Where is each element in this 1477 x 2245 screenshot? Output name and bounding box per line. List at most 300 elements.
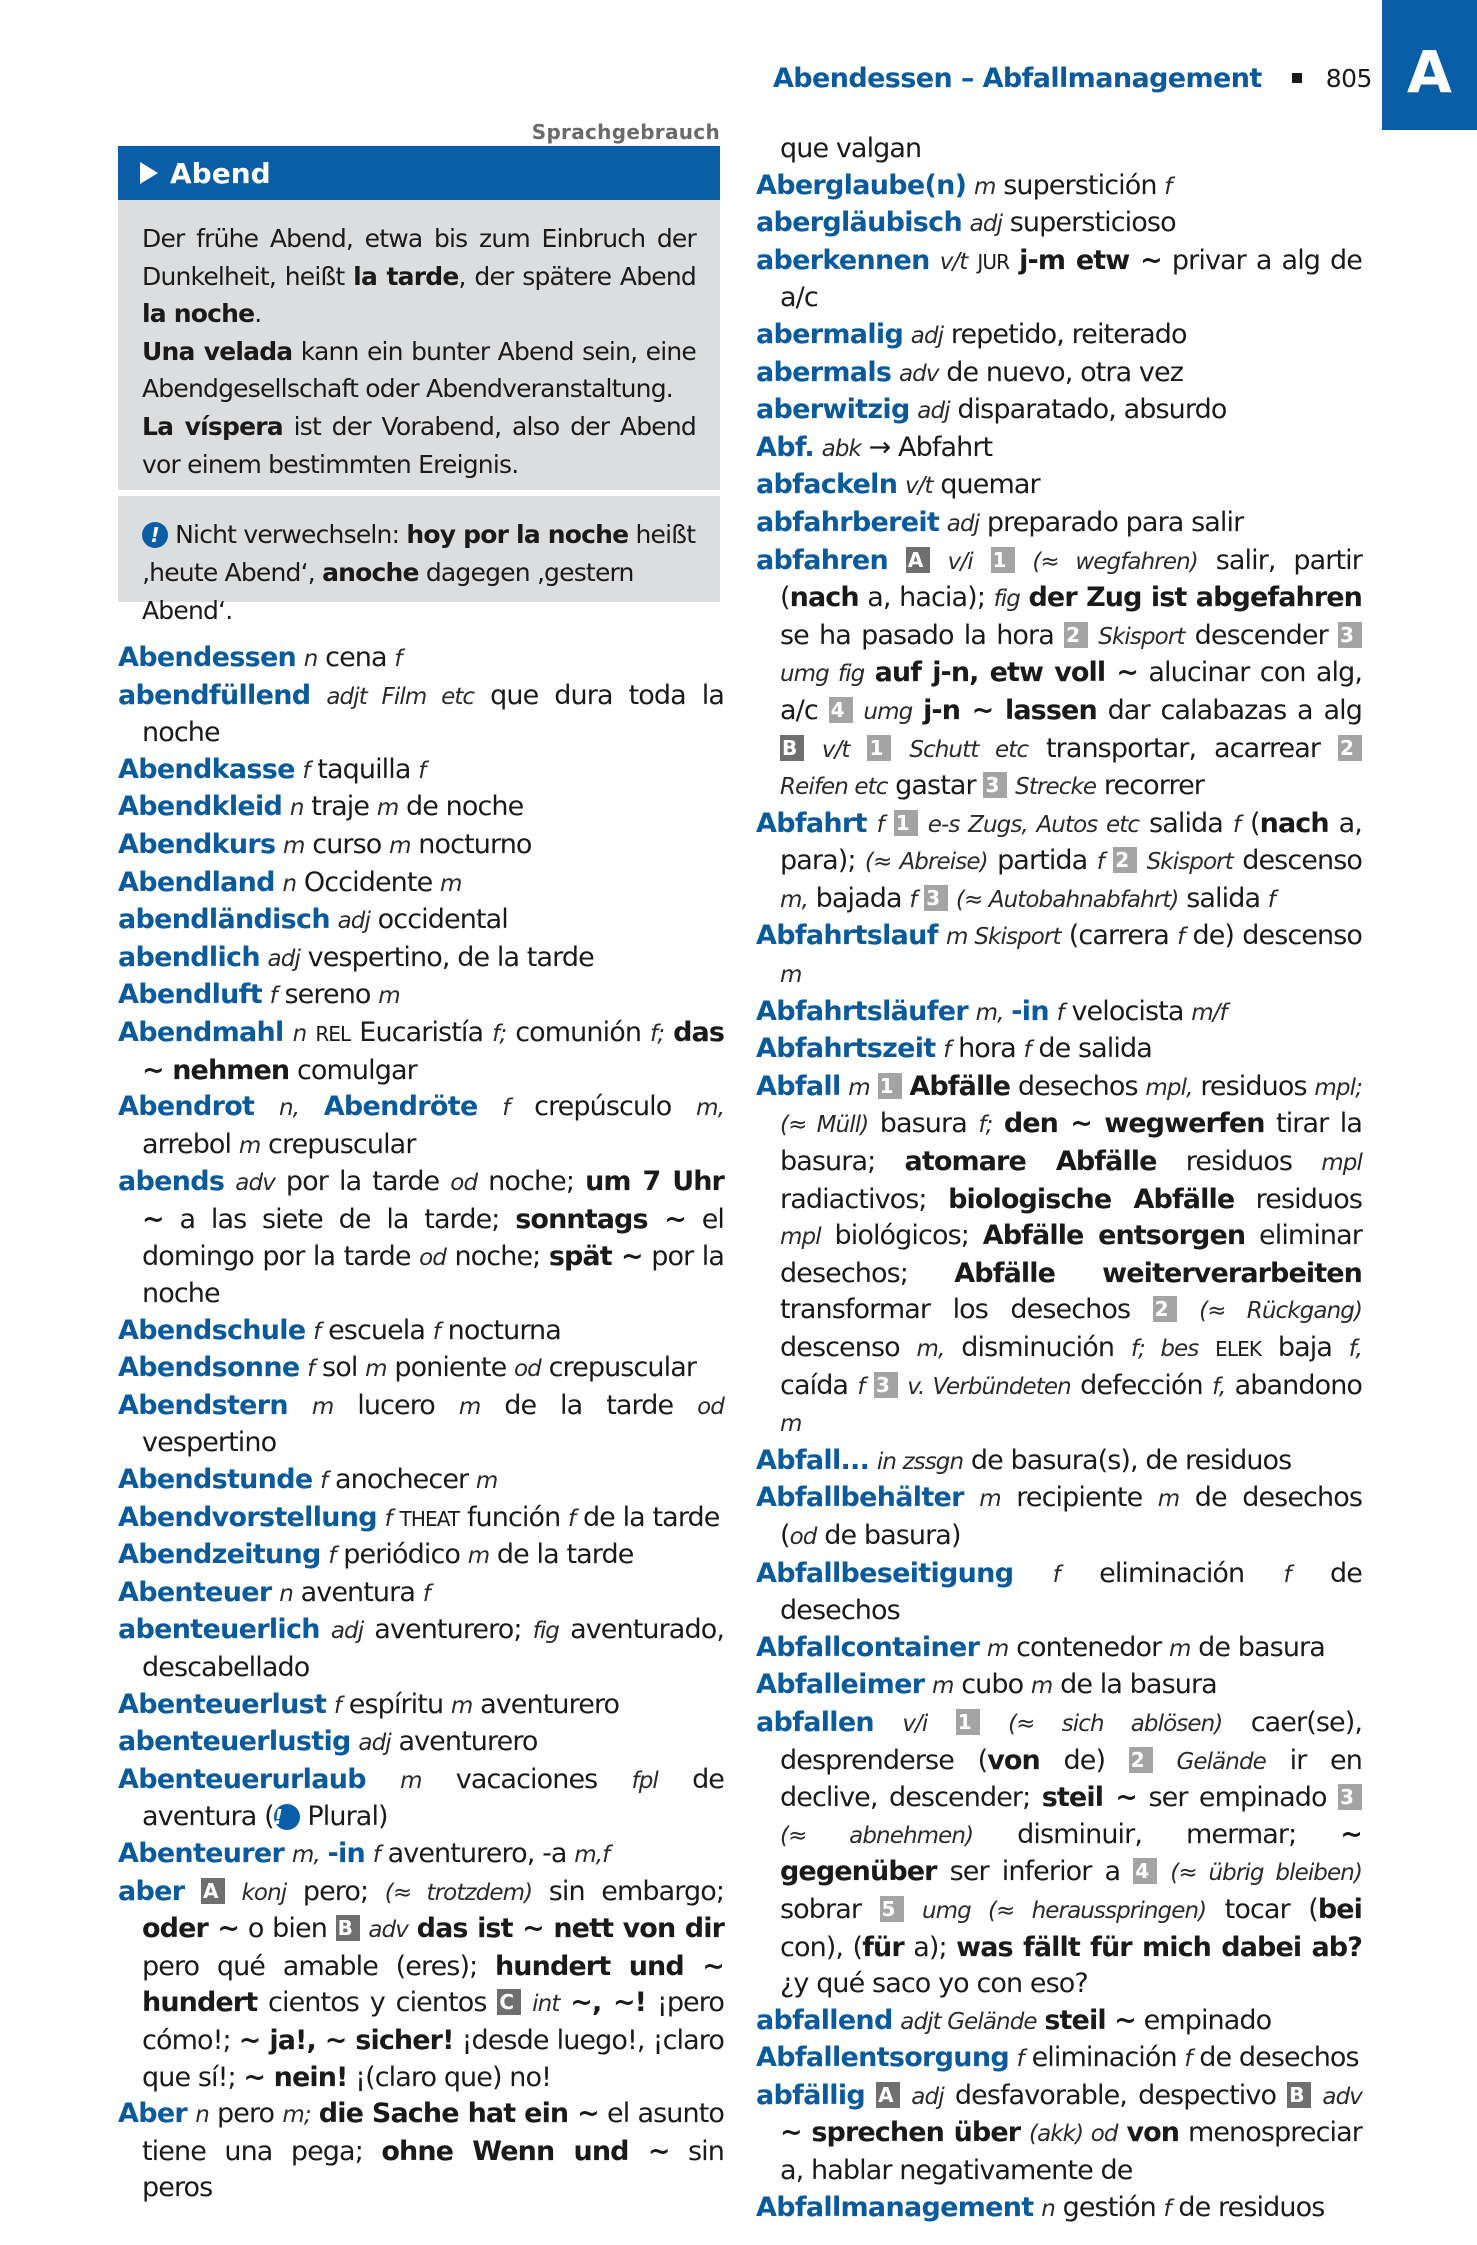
translation: de la basura (1060, 1669, 1217, 1701)
sense-number-badge: 1 (956, 1709, 980, 1735)
headword: Abendmahl (118, 1016, 284, 1048)
grammar-label: (≈ übrig bleiben) (1170, 1860, 1363, 1887)
translation: de aventura ( (142, 1763, 725, 1833)
dictionary-entry (756, 505, 1362, 543)
translation: salida (1149, 807, 1223, 839)
dictionary-entry (118, 1500, 724, 1538)
dictionary-entry (756, 168, 1362, 206)
sense-number-badge: 1 (867, 735, 891, 761)
dictionary-entry (118, 1350, 724, 1388)
translation: de basura) (824, 1519, 961, 1551)
translation: , der spätere Abend (458, 261, 696, 291)
translation: nocturna (447, 1314, 561, 1346)
translation: comunión (515, 1016, 642, 1048)
translation: aventurero (480, 1688, 620, 1720)
headword: Abenteuerlust (118, 1688, 327, 1720)
grammar-label: adv (1322, 2083, 1362, 2110)
grammar-label: f (1096, 849, 1104, 876)
grammar-label: adjt Film etc (326, 683, 475, 710)
translation: ¿y qué saco yo con eso? (780, 1968, 1088, 2000)
translation: crepuscular (268, 1128, 416, 1160)
headword: abenteuerlustig (118, 1726, 351, 1758)
headword: Abendstunde (118, 1464, 313, 1496)
headword: Abendkasse (118, 753, 295, 785)
translation: gestión (1062, 2191, 1156, 2223)
dictionary-entry (118, 1612, 724, 1686)
sense-letter-badge: A (201, 1878, 225, 1904)
translation: disparatado, absurdo (957, 394, 1227, 426)
bullet-separator-icon (1292, 73, 1302, 83)
translation: descenso (780, 1332, 900, 1363)
grammar-label: adv (368, 1917, 408, 1944)
dictionary-entry (118, 902, 724, 940)
translation: transportar, acarrear (1045, 732, 1321, 764)
grammar-label: f (876, 811, 884, 838)
translation: Nicht verwechseln: (168, 520, 407, 549)
translation: caer(se), desprenderse ( (780, 1706, 1363, 1776)
translation: de la tarde (504, 1389, 674, 1421)
sense-number-badge: 2 (1064, 622, 1088, 648)
phrase: spät ~ (548, 1240, 643, 1272)
headword: abends (118, 1166, 225, 1198)
translation: con), ( (780, 1931, 863, 1963)
translation: vespertino, de la tarde (307, 941, 594, 973)
grammar-label: f (568, 1505, 576, 1532)
phrase: La víspera (142, 411, 283, 441)
translation: aventurero, -a (387, 1838, 567, 1869)
translation: superstición (1003, 169, 1157, 201)
translation: basura (879, 1108, 967, 1140)
phrase: von (1126, 2117, 1180, 2149)
phrase: ~ gegenüber (780, 1818, 1362, 1888)
dictionary-entry (756, 467, 1362, 505)
grammar-label: m (780, 1411, 802, 1438)
translation: de salida (1038, 1033, 1152, 1065)
grammar-label: f; bes (1130, 1336, 1199, 1362)
infobox-paragraph (142, 220, 696, 333)
grammar-label: f (328, 1543, 336, 1570)
grammar-label: adj (911, 2083, 944, 2110)
grammar-label: adj (946, 510, 980, 537)
translation: salir, partir ( (780, 544, 1362, 614)
dictionary-entry (118, 940, 724, 978)
grammar-label: f, (1212, 1373, 1226, 1400)
dictionary-entry (118, 678, 724, 752)
grammar-label: abk (821, 435, 861, 462)
headword: Abfallbeseitigung (756, 1557, 1014, 1589)
grammar-label: (≈ Abreise) (864, 849, 988, 876)
dictionary-entry (118, 1388, 724, 1462)
translation: aventurero; (374, 1614, 522, 1646)
translation: abandono (1234, 1369, 1363, 1401)
translation: repetido, reiterado (950, 318, 1187, 350)
translation: sin peros (142, 2135, 724, 2204)
headword: abfackeln (756, 469, 898, 501)
sense-number-badge: 4 (829, 697, 853, 723)
translation: anochecer (335, 1464, 469, 1496)
dictionary-entry (756, 2003, 1362, 2041)
phrase: auf j-n, etw voll ~ (874, 657, 1139, 689)
sense-letter-badge: A (906, 547, 930, 573)
phrase: j-n ~ lassen (923, 694, 1097, 726)
headword: abendlich (118, 941, 260, 973)
grammar-label: od (450, 1170, 478, 1197)
translation: occidental (377, 904, 508, 936)
translation: velocista (1071, 995, 1184, 1027)
grammar-label: m (450, 1692, 473, 1719)
translation: lucero (357, 1389, 435, 1421)
grammar-label: f (422, 1580, 430, 1607)
headword: abendfüllend (118, 679, 311, 711)
grammar-label: n (195, 2102, 209, 2129)
triangle-right-icon (140, 162, 158, 184)
headword: Abendröte (323, 1091, 478, 1123)
translation: quemar (940, 469, 1040, 501)
translation: dar calabazas a alg (1107, 694, 1362, 726)
grammar-label: e-s Zugs, Autos etc (927, 811, 1140, 838)
translation: residuos (1185, 1146, 1293, 1178)
translation: dagegen ‚gestern Abend‘. (142, 558, 634, 625)
translation: ¡desde luego!, ¡claro que sí!; (142, 2024, 724, 2093)
sense-letter-badge: B (336, 1915, 360, 1941)
translation: caída (780, 1369, 849, 1401)
translation: poniente (394, 1352, 507, 1384)
translation: pero qué amable (eres); (142, 1950, 478, 1982)
grammar-label: m (1157, 1486, 1180, 1513)
grammar-label: Skisport (1098, 623, 1185, 650)
sense-number-badge: 1 (991, 547, 1015, 573)
translation: sereno (284, 979, 371, 1011)
sense-number-badge: 5 (880, 1896, 904, 1922)
translation: de) (1063, 1744, 1106, 1776)
headword: Abendkleid (118, 791, 283, 823)
headword: abendländisch (118, 904, 330, 936)
grammar-label: (≈ Müll) (780, 1112, 869, 1139)
grammar-label: m (283, 832, 305, 859)
grammar-label: f (394, 646, 402, 672)
grammar-label: n (289, 795, 304, 822)
dictionary-entry (118, 1462, 724, 1500)
translation: gastar (895, 770, 976, 802)
dictionary-entry (118, 752, 724, 790)
translation: sol (322, 1352, 358, 1384)
phrase: bei (1317, 1893, 1363, 1925)
translation: transformar los desechos (780, 1294, 1131, 1326)
translation: sobrar (780, 1893, 862, 1925)
grammar-label: m (932, 1673, 954, 1700)
translation: que dura toda la noche (142, 679, 724, 749)
dictionary-entry (756, 2040, 1362, 2078)
headword: Abenteurer (118, 1838, 285, 1869)
translation: aventurero (398, 1726, 538, 1758)
translation: Eucaristía (359, 1016, 484, 1048)
headword: Aber (118, 2098, 188, 2130)
sense-number-badge: 2 (1129, 1747, 1153, 1773)
grammar-label: f (1016, 2046, 1024, 2073)
grammar-label: m (458, 1393, 481, 1420)
letter-tab-label: A (1407, 38, 1452, 106)
translation: de desechos ( (780, 1482, 1362, 1551)
dictionary-entry (118, 1575, 724, 1613)
grammar-label: (≈ abnehmen) (780, 1822, 974, 1849)
grammar-label: m,f (574, 1842, 610, 1868)
infobox-paragraph (142, 333, 696, 408)
translation: contenedor (1016, 1631, 1162, 1663)
phrase: nach (789, 582, 859, 614)
headword: Abf. (756, 431, 814, 463)
translation: disminución (961, 1332, 1115, 1363)
translation: nocturno (418, 828, 532, 860)
dictionary-entry (756, 1443, 1362, 1481)
grammar-label: f (372, 1842, 380, 1868)
grammar-label: Schutt etc (909, 736, 1029, 763)
grammar-label: adj (330, 1618, 364, 1645)
headword: Abfallmanagement (756, 2191, 1034, 2223)
headword: Abenteuerurlaub (118, 1763, 366, 1795)
grammar-label: m (365, 1356, 387, 1383)
grammar-label: f; (492, 1020, 507, 1047)
translation: baja (1277, 1332, 1332, 1363)
grammar-label: m, (916, 1336, 945, 1362)
phrase: Abfälle (909, 1070, 1011, 1102)
translation: por la noche (142, 1240, 725, 1310)
translation: espíritu (348, 1688, 444, 1720)
infobox-warning-note (118, 496, 720, 625)
phrase: ~ ja!, ~ sicher! (238, 2024, 454, 2056)
headword: abermalig (756, 318, 904, 350)
grammar-label: f (302, 757, 310, 784)
headword: abermals (756, 356, 892, 388)
grammar-label: f; (650, 1020, 665, 1047)
phrase: Una velada (142, 336, 293, 366)
grammar-label: od (419, 1244, 446, 1271)
grammar-label: mpl (780, 1224, 821, 1251)
translation: eliminar desechos; (780, 1220, 1362, 1289)
grammar-label: (≈ sich ablösen) (1008, 1710, 1223, 1737)
translation: pero; (302, 1875, 369, 1907)
sense-number-badge: 2 (1153, 1296, 1177, 1322)
sense-number-badge: 4 (1133, 1858, 1157, 1884)
translation: partida (997, 845, 1088, 877)
domain-label: ELEK (1215, 1337, 1262, 1361)
grammar-label: fig (532, 1618, 560, 1645)
headword: Abfahrtslauf (756, 920, 938, 952)
translation: Plural) (299, 1801, 388, 1833)
grammar-label: mpl (1321, 1150, 1362, 1177)
grammar-label: m (475, 1468, 498, 1495)
domain-label: JUR (977, 249, 1010, 274)
grammar-label: umg (≈ herausspringen) (921, 1897, 1207, 1924)
phrase: für (862, 1931, 904, 1963)
grammar-label: n, (278, 1095, 300, 1122)
headword: Abfall... (756, 1444, 870, 1476)
headword: abfahren (756, 544, 888, 576)
sense-number-badge: 1 (878, 1073, 902, 1099)
translation: a, para); (780, 807, 1362, 877)
translation: cena (325, 642, 387, 673)
grammar-label: f (857, 1373, 865, 1400)
dictionary-entry (118, 640, 724, 678)
dictionary-entry (756, 392, 1362, 430)
translation: residuos (1200, 1070, 1307, 1102)
translation: de residuos (1178, 2191, 1325, 2223)
translation: pero (217, 2098, 275, 2130)
translation: eliminación (1099, 1557, 1245, 1589)
translation: defección (1080, 1369, 1203, 1401)
phrase: sonntags ~ (515, 1203, 686, 1235)
grammar-label: Gelände (1176, 1748, 1266, 1775)
grammar-label: f; (978, 1112, 993, 1139)
grammar-label: f (1283, 1561, 1291, 1588)
translation: recorrer (1103, 770, 1205, 802)
grammar-label: adj (917, 398, 950, 425)
phrase: ~ sprechen über (780, 2117, 1021, 2149)
translation: crepuscular (548, 1352, 697, 1384)
grammar-label: Skisport (1146, 849, 1233, 876)
headword: Abfallcontainer (756, 1631, 980, 1663)
headword: abfallen (756, 1706, 874, 1738)
translation: cientos y cientos (268, 1987, 487, 2019)
headword: Abfahrtsläufer (756, 995, 968, 1027)
translation: tocar ( (1224, 1893, 1318, 1925)
sense-number-badge: 2 (1113, 847, 1137, 873)
grammar-label: f (1052, 1561, 1060, 1588)
phrase: den ~ wegwerfen (1003, 1108, 1265, 1140)
grammar-label: m (1168, 1635, 1191, 1662)
grammar-label: f (269, 983, 277, 1010)
phrase: j-m etw ~ (1019, 244, 1162, 276)
phrase: oder ~ (142, 1913, 240, 1945)
dictionary-entry (118, 1089, 724, 1164)
dictionary-entry (118, 865, 724, 903)
translation: noche; (454, 1240, 541, 1272)
entry-continuation: que valgan (780, 133, 922, 164)
translation: de noche (406, 791, 524, 823)
grammar-label: m, (975, 999, 1004, 1026)
phrase: das ist ~ nett von dir (416, 1913, 724, 1945)
translation: ser inferior a (949, 1856, 1121, 1888)
sense-letter-badge: B (1287, 2082, 1311, 2108)
grammar-label: m (467, 1543, 490, 1570)
translation: descender (1194, 619, 1328, 651)
dictionary-entry (756, 1031, 1362, 1069)
translation: a las siete de la tarde; (179, 1203, 500, 1235)
sense-number-badge: 2 (1338, 735, 1362, 761)
translation: ¡pero cómo!; (142, 1987, 724, 2056)
translation: de desechos (1199, 2042, 1359, 2074)
grammar-label: f (432, 1318, 440, 1345)
grammar-label: konj (241, 1879, 287, 1906)
right-column (756, 131, 1362, 2227)
dictionary-entry (118, 789, 724, 827)
grammar-label: n (303, 646, 318, 672)
translation: de desechos (780, 1557, 1362, 1627)
translation: supersticioso (1009, 207, 1176, 239)
grammar-label: v/t (821, 736, 850, 763)
translation: empinado (1143, 2004, 1272, 2036)
grammar-label: f (418, 757, 426, 784)
phrase: von (987, 1744, 1040, 1776)
header-guide-words: Abendessen – Abfallmanagement (773, 62, 1262, 94)
dictionary-entry (756, 430, 1362, 468)
grammar-label: m (1030, 1673, 1053, 1700)
grammar-label: umg (863, 698, 913, 725)
grammar-label: adv (235, 1170, 275, 1197)
headword: Abfallbehälter (756, 1482, 964, 1514)
grammar-label: Strecke (1015, 774, 1097, 801)
phrase: ~ nein! (243, 2061, 348, 2093)
phrase: atomare Abfälle (904, 1146, 1157, 1178)
infobox-paragraph (142, 408, 696, 483)
dictionary-entry (118, 977, 724, 1015)
translation: residuos (1255, 1183, 1362, 1215)
headword: -in (1011, 995, 1049, 1027)
sense-number-badge: 3 (924, 885, 948, 911)
grammar-label: n (1041, 2195, 1055, 2222)
grammar-label: n (292, 1020, 307, 1047)
grammar-label: od (789, 1523, 817, 1550)
grammar-label: (≈ Autobahnabfahrt) (955, 886, 1179, 913)
translation: por la tarde (285, 1166, 440, 1198)
dictionary-entry (756, 806, 1362, 919)
translation: (carrera (1068, 920, 1169, 952)
grammar-label: f (943, 1037, 951, 1064)
translation: ¡(claro que) no! (355, 2061, 552, 2093)
phrase: biologische Abfälle (948, 1183, 1235, 1215)
translation: escuela (328, 1314, 426, 1346)
headword: Abendstern (118, 1389, 288, 1421)
grammar-label: m (780, 962, 802, 989)
grammar-label: m, (696, 1095, 724, 1122)
grammar-label: od (514, 1356, 541, 1383)
translation: alucinar con alg, a/c (780, 657, 1362, 726)
dictionary-entry (756, 918, 1362, 993)
grammar-label: m/f (1191, 999, 1227, 1026)
dictionary-entry (756, 543, 1362, 806)
translation: tirar la basura; (780, 1108, 1363, 1178)
headword: aber (118, 1875, 185, 1907)
dictionary-entry (118, 1724, 724, 1762)
grammar-label: f (1023, 1037, 1031, 1064)
phrase: hoy por la noche (406, 520, 629, 549)
phrase: der Zug ist abgefahren (1028, 582, 1363, 614)
translation: de la tarde (582, 1501, 720, 1533)
translation: heißt ‚heute Abend‘, (142, 520, 696, 587)
phrase: die Sache hat ein ~ (318, 2098, 599, 2130)
translation: ir en declive, descender; (780, 1744, 1362, 1814)
grammar-label: f (313, 1318, 321, 1345)
sense-letter-badge: C (497, 1989, 521, 2015)
grammar-label: f (502, 1095, 510, 1122)
dictionary-entry (756, 355, 1362, 393)
translation: biológicos; (834, 1220, 969, 1252)
translation: descenso (1242, 845, 1362, 877)
translation: aventurado, descabellado (142, 1614, 724, 1684)
grammar-label: (≈ Rückgang) (1199, 1298, 1363, 1325)
translation: eliminación (1031, 2042, 1177, 2074)
grammar-label: v/i (947, 548, 973, 575)
translation: desechos (1017, 1070, 1138, 1102)
translation: ser empinado (1148, 1782, 1327, 1814)
headword: Abendluft (118, 979, 262, 1011)
headword: Abfalleimer (756, 1669, 925, 1701)
headword: Abendsonne (118, 1352, 300, 1384)
dictionary-entry (118, 2096, 724, 2207)
grammar-label: (≈ wegfahren) (1032, 548, 1198, 575)
dictionary-entry (756, 1069, 1362, 1443)
phrase: ~, ~! (570, 1987, 647, 2019)
translation: crepúsculo (534, 1091, 672, 1123)
